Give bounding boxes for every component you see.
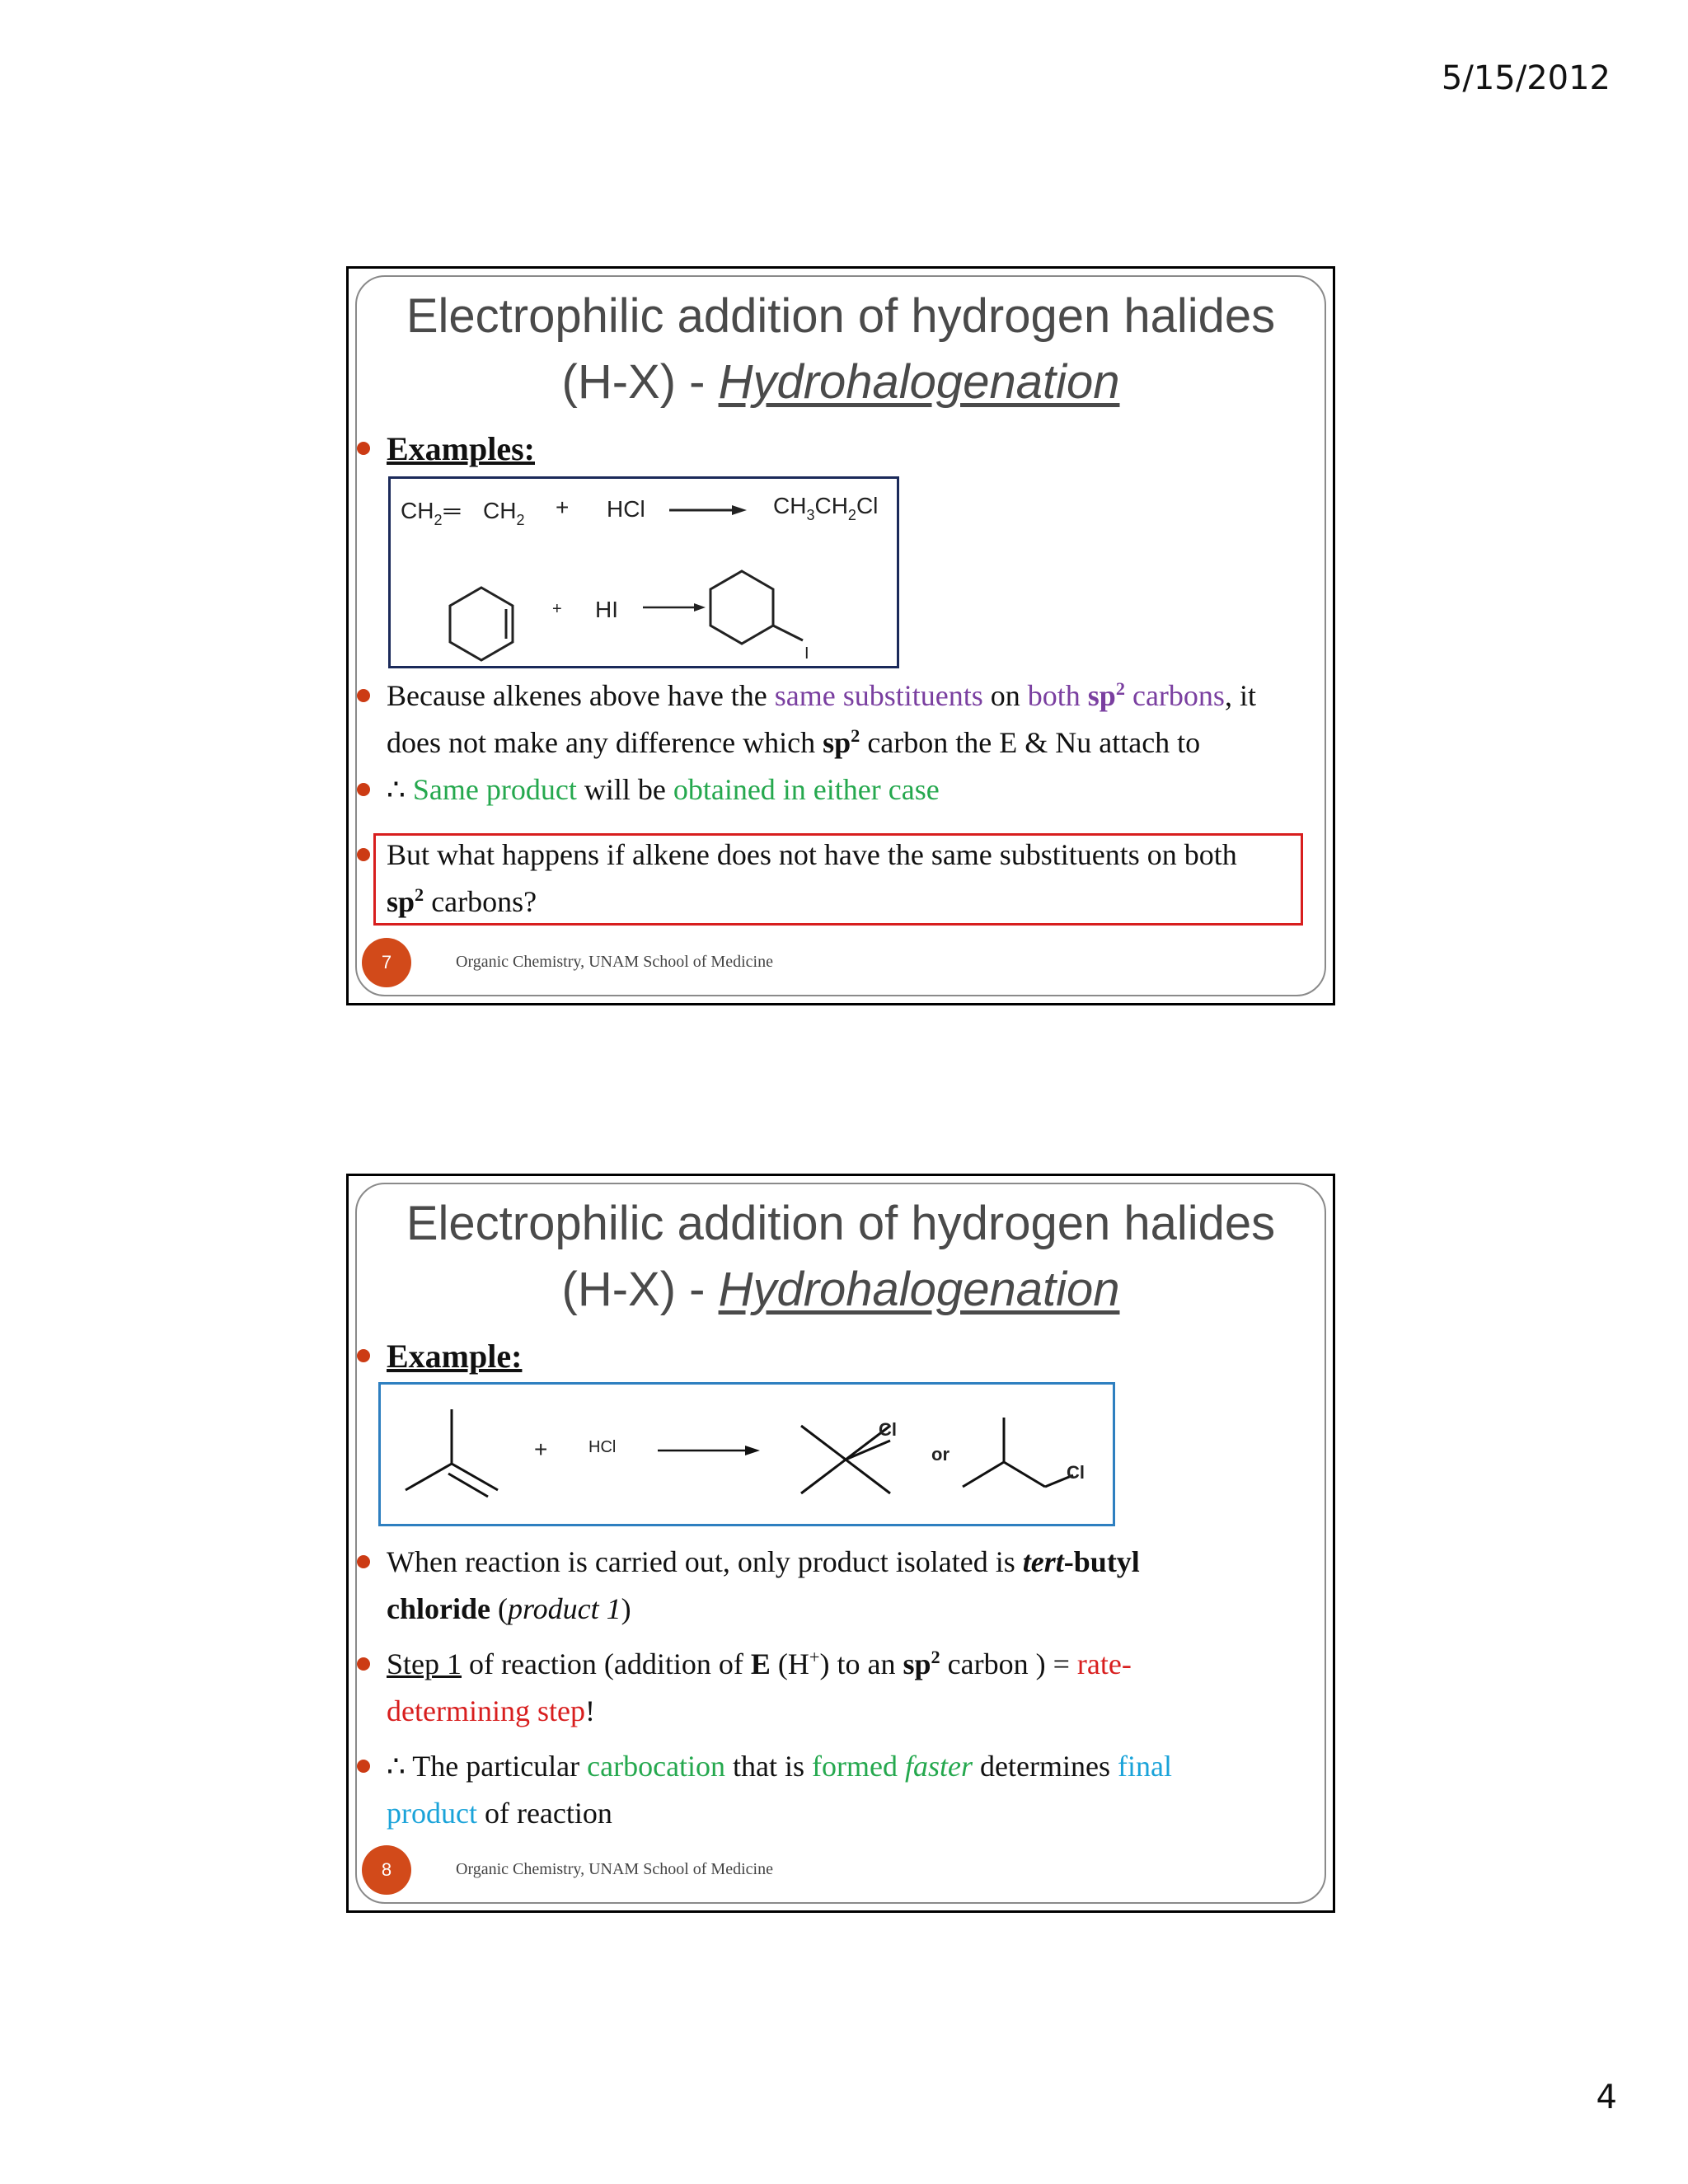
reaction-box-2 [378,1382,1115,1526]
isobutylene-double-bond [452,1464,498,1490]
bullet-dot [357,689,370,702]
example-heading: Example: [387,1338,523,1375]
hi-reagent: HI [595,597,618,622]
hcl-reagent: HCl [588,1438,617,1456]
chloroethane-formula: $CH_3CH_2Cl$ [773,493,879,523]
reaction-diagram-1 [391,479,897,666]
arrow-head [745,1446,760,1455]
bullet-carbocation [357,1743,1305,1837]
reaction-diagram-2 [381,1385,1113,1524]
examples-heading: Examples: [387,430,535,467]
chlorine-label-2: Cl [1067,1462,1085,1483]
arrow-2-head [694,603,706,612]
title-prefix: (H-X) - [561,355,719,409]
cyclohexane-ring [710,571,773,644]
slide-number-badge: 8 [362,1845,411,1895]
page-number: 4 [1596,2079,1617,2116]
cyclohexene-ring [450,588,513,660]
reaction-box-1 [388,476,899,668]
slide-footer: Organic Chemistry, UNAM School of Medicine [456,1860,773,1878]
title-line-2 [349,1257,1333,1323]
slide-title [349,284,1333,415]
plus-sign: + [534,1436,548,1462]
arrow-1-head [732,505,747,515]
bullet-dot [357,1657,370,1671]
slide-8 [346,1174,1335,1913]
bullet-text: Because alkenes above have the same substituents on both $sp^2$ carbons, it does not make any difference which $sp^2$ carbon the E & Nu attach to [387,678,1256,759]
ethylene-right: $CH_2$ [483,498,525,528]
slide-title [349,1191,1333,1323]
bullet-dot [357,1349,370,1362]
chlorine-label-1: Cl [879,1419,897,1440]
title-line-1: Electrophilic addition of hydrogen halides [406,1197,1276,1250]
bullet-question [357,832,1305,926]
bullet-text: But what happens if alkene does not have the same substituents on both $sp^2$ carbons? [387,838,1237,918]
ethylene-formula: $CH_2═$ [401,498,461,528]
bullet-same-substituents [357,673,1305,766]
title-italic: Hydrohalogenation [718,355,1120,409]
iodine-label: I [804,644,809,663]
bullet-text: ∴ Same product will be obtained in either case [387,773,940,806]
bullet-text: When reaction is carried out, only product isolated is tert-butyl chloride (product 1) [387,1545,1140,1625]
bullet-dot [357,783,370,796]
bullet-tert-butyl [357,1539,1305,1633]
ibucl-bond [963,1462,1004,1487]
or-label: or [931,1444,950,1465]
isobutylene-double-bond [448,1474,488,1497]
bullet-dot [357,1555,370,1568]
page-date: 5/15/2012 [1441,59,1611,97]
bullet-same-product [357,766,1305,813]
plus-sign: + [556,494,570,520]
plus-sign-2: + [552,600,562,618]
title-line-2 [349,349,1333,415]
bullet-dot [357,1760,370,1773]
bullet-examples [357,425,1305,472]
bullet-example [357,1333,1305,1380]
ibucl-bond [1004,1462,1045,1487]
bullet-text: ∴ The particular carbocation that is formed faster determines final product of reaction [387,1750,1172,1830]
hcl-reagent: HCl [607,496,645,522]
iodo-bond [773,626,803,640]
bullet-step1 [357,1641,1305,1735]
slide-7 [346,266,1335,1005]
bullet-dot [357,848,370,861]
title-italic: Hydrohalogenation [718,1263,1120,1316]
title-prefix: (H-X) - [561,1263,719,1316]
slide-footer: Organic Chemistry, UNAM School of Medicine [456,953,773,971]
title-line-1: Electrophilic addition of hydrogen halides [406,289,1276,343]
bullet-dot [357,442,370,455]
bullet-text: Step 1 of reaction (addition of E (H+) to an $sp^2$ carbon ) = rate- determining step! [387,1647,1132,1727]
slide-number-badge: 7 [362,938,411,987]
isobutylene-bond [406,1464,452,1490]
